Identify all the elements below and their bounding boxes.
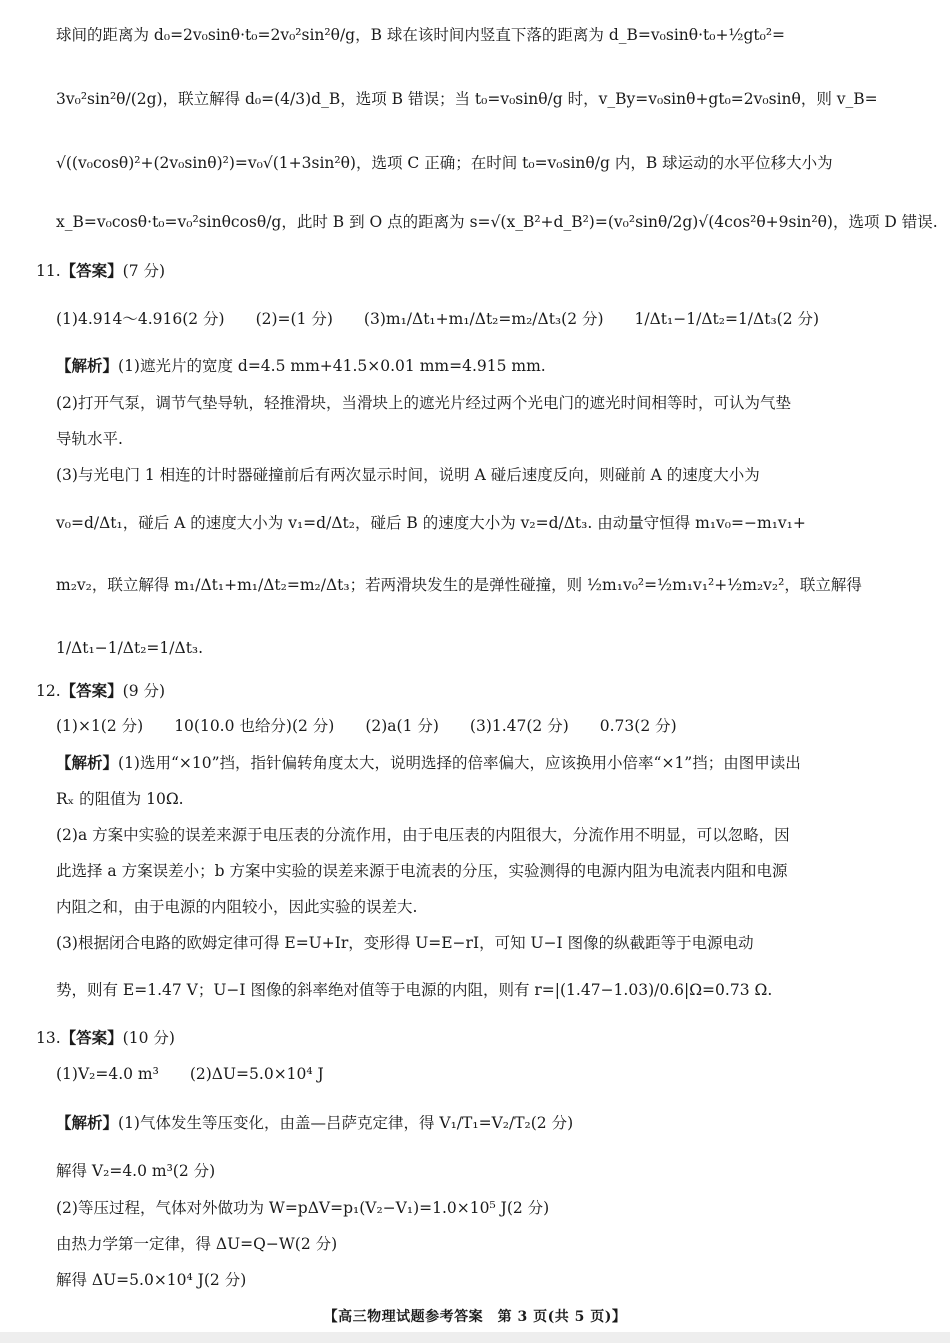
q13-header: [36, 1027, 914, 1049]
q12-answers: (1)×1(2 分) 10(10.0 也给分)(2 分) (2)a(1 分) (3)1.47(2 分) 0.73(2 分): [56, 717, 677, 735]
q11-number: 11.: [36, 262, 61, 280]
q11-analysis-2a: (2)打开气泵，调节气垫导轨，轻推滑块，当滑块上的遮光片经过两个光电门的遮光时间相等时，可认为气垫: [56, 394, 791, 412]
q10-solution-line4: x_B=v₀cosθ·t₀=v₀²sinθcosθ/g，此时 B 到 O 点的距离为 s=√(x_B²+d_B²)=(v₀²sinθ/2g)√(4cos²θ+9sin²θ)，选项 D 错误.: [56, 213, 938, 231]
q13-analysis-label: 【解析】: [56, 1113, 119, 1132]
q12-header: [36, 680, 914, 702]
q11-answers: (1)4.914～4.916(2 分) (2)=(1 分) (3)m₁/Δt₁+m₁/Δt₂=m₂/Δt₃(2 分) 1/Δt₁−1/Δt₂=1/Δt₃(2 分): [56, 310, 820, 328]
q12-number: 12.: [36, 682, 61, 700]
q12-analysis-1a: [56, 752, 914, 774]
bottom-strip: [0, 1332, 950, 1343]
page-footer: 【高三物理试题参考答案 第 3 页(共 5 页)】: [323, 1309, 627, 1325]
q12-points: (9 分): [122, 682, 166, 700]
q13-answers: (1)V₂=4.0 m³ (2)ΔU=5.0×10⁴ J: [56, 1065, 324, 1083]
q13-analysis-5: 解得 ΔU=5.0×10⁴ J(2 分): [56, 1271, 247, 1289]
q13-analysis-3: (2)等压过程，气体对外做功为 W=pΔV=p₁(V₂−V₁)=1.0×10⁵ J(2 分): [56, 1199, 550, 1217]
q13-analysis-2: 解得 V₂=4.0 m³(2 分): [56, 1162, 216, 1180]
q12-analysis-label: 【解析】: [56, 753, 119, 772]
q11-header: [36, 260, 914, 282]
q12-analysis-2b: 此选择 a 方案误差小；b 方案中实验的误差来源于电流表的分压，实验测得的电源内阻为电流表内阻和电源: [56, 862, 788, 880]
q12-analysis-2a: (2)a 方案中实验的误差来源于电压表的分流作用，由于电压表的内阻很大，分流作用不明显，可以忽略，因: [56, 826, 790, 844]
q12-analysis-1a-text: (1)选用“×10”挡，指针偏转角度太大，说明选择的倍率偏大，应该换用小倍率“×1”挡；由图甲读出: [118, 754, 801, 772]
q12-answer-label: 【答案】: [60, 681, 123, 700]
q13-analysis-4: 由热力学第一定律，得 ΔU=Q−W(2 分): [56, 1235, 338, 1253]
q12-analysis-3b: 势，则有 E=1.47 V；U−I 图像的斜率绝对值等于电源的内阻，则有 r=|(1.47−1.03)/0.6|Ω=0.73 Ω.: [56, 981, 773, 999]
q13-answer-label: 【答案】: [60, 1028, 123, 1047]
q12-analysis-2c: 内阻之和，由于电源的内阻较小，因此实验的误差大.: [56, 898, 418, 916]
q11-analysis-2b: 导轨水平.: [56, 430, 123, 448]
q11-analysis-1-text: (1)遮光片的宽度 d=4.5 mm+41.5×0.01 mm=4.915 mm.: [118, 357, 546, 375]
q13-analysis-1: [56, 1112, 914, 1134]
q11-analysis-3a: (3)与光电门 1 相连的计时器碰撞前后有两次显示时间，说明 A 碰后速度反向，则碰前 A 的速度大小为: [56, 466, 760, 484]
q10-solution-line3: √((v₀cosθ)²+(2v₀sinθ)²)=v₀√(1+3sin²θ)，选项 C 正确；在时间 t₀=v₀sinθ/g 内，B 球运动的水平位移大小为: [56, 154, 833, 172]
q11-analysis-label: 【解析】: [56, 356, 119, 375]
q11-analysis-3b: v₀=d/Δt₁，碰后 A 的速度大小为 v₁=d/Δt₂，碰后 B 的速度大小为 v₂=d/Δt₃. 由动量守恒得 m₁v₀=−m₁v₁+: [56, 514, 806, 532]
q13-number: 13.: [36, 1029, 61, 1047]
q12-analysis-1b: Rₓ 的阻值为 10Ω.: [56, 790, 184, 808]
q11-answer-label: 【答案】: [60, 261, 123, 280]
q10-solution-line1: 球间的距离为 d₀=2v₀sinθ·t₀=2v₀²sin²θ/g，B 球在该时间内竖直下落的距离为 d_B=v₀sinθ·t₀+½gt₀²=: [56, 26, 786, 44]
q11-analysis-3d: 1/Δt₁−1/Δt₂=1/Δt₃.: [56, 639, 204, 657]
q13-points: (10 分): [122, 1029, 175, 1047]
q11-analysis-1: [56, 355, 914, 377]
q12-analysis-3a: (3)根据闭合电路的欧姆定律可得 E=U+Ir，变形得 U=E−rI，可知 U−I 图像的纵截距等于电源电动: [56, 934, 754, 952]
q13-analysis-1-text: (1)气体发生等压变化，由盖—吕萨克定律，得 V₁/T₁=V₂/T₂(2 分): [118, 1114, 574, 1132]
q11-points: (7 分): [122, 262, 166, 280]
q10-solution-line2: 3v₀²sin²θ/(2g)，联立解得 d₀=(4/3)d_B，选项 B 错误；当 t₀=v₀sinθ/g 时，v_By=v₀sinθ+gt₀=2v₀sinθ，则 v_B=: [56, 90, 878, 108]
q11-analysis-3c: m₂v₂，联立解得 m₁/Δt₁+m₁/Δt₂=m₂/Δt₃；若两滑块发生的是弹性碰撞，则 ½m₁v₀²=½m₁v₁²+½m₂v₂²，联立解得: [56, 576, 862, 594]
